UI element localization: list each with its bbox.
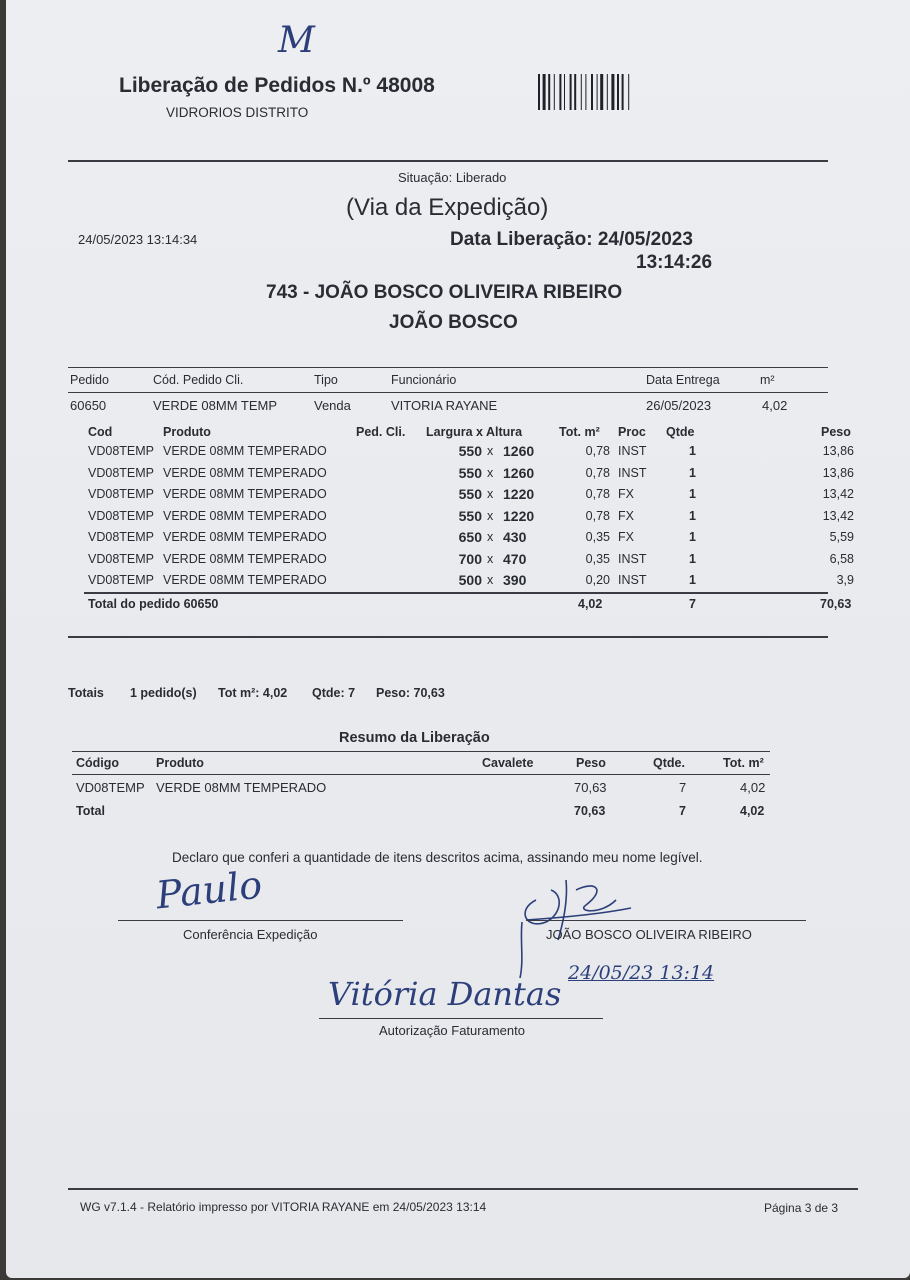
item-proc: FX: [618, 487, 634, 501]
col-cod-pedido-cli: Cód. Pedido Cli.: [153, 373, 244, 387]
item-produto: VERDE 08MM TEMPERADO: [163, 465, 327, 480]
item-tot: 0,78: [585, 508, 610, 523]
totals-pedidos: 1 pedido(s): [130, 686, 197, 700]
items-col-qtde: Qtde: [666, 425, 695, 439]
order-cod-cli: VERDE 08MM TEMP: [153, 398, 278, 413]
item-proc: INST: [618, 573, 647, 587]
item-produto: VERDE 08MM TEMPERADO: [163, 530, 327, 544]
item-proc: INST: [618, 444, 647, 458]
item-largura: 650: [458, 529, 482, 545]
summary-total-peso: 70,63: [574, 804, 606, 818]
item-altura: 1220: [503, 507, 535, 524]
summary-col-codigo: Código: [76, 756, 120, 770]
item-qtde: 1: [689, 444, 696, 458]
summary-total-label: Total: [76, 804, 105, 818]
item-produto: VERDE 08MM TEMPERADO: [163, 487, 327, 501]
summary-row-codigo: VD08TEMP: [76, 780, 145, 795]
item-cod: VD08TEMP: [88, 465, 154, 480]
barcode-bar: [628, 74, 629, 110]
item-produto: VERDE 08MM TEMPERADO: [163, 551, 327, 566]
order-section-end-rule: [68, 636, 828, 638]
item-largura: 550: [458, 464, 482, 481]
barcode-bar: [564, 74, 565, 110]
order-header-top-rule: [68, 367, 828, 368]
items-col-ped-cli: Ped. Cli.: [356, 425, 406, 439]
item-largura: 550: [458, 507, 482, 524]
totals-peso: Peso: 70,63: [376, 686, 445, 700]
items-col-cod: Cod: [88, 425, 113, 439]
footer-rule: [68, 1188, 858, 1190]
items-col-tot: Tot. m²: [559, 425, 600, 439]
item-proc: FX: [618, 530, 634, 544]
col-m2: m²: [760, 373, 775, 387]
item-peso: 13,42: [822, 508, 854, 523]
order-pedido: 60650: [70, 398, 107, 413]
release-date: Data Liberação: 24/05/2023: [450, 229, 693, 250]
item-x: x: [487, 530, 494, 544]
barcode-bar: [543, 74, 546, 110]
item-altura: 470: [503, 550, 527, 567]
summary-title: Resumo da Liberação: [339, 730, 490, 746]
autorizacao-label: Autorização Faturamento: [379, 1023, 525, 1038]
barcode-bar: [600, 74, 603, 110]
summary-row-peso: 70,63: [574, 780, 607, 795]
company-name: VIDRORIOS DISTRITO: [166, 105, 309, 120]
footer-page: Página 3 de 3: [764, 1201, 839, 1215]
item-altura: 1260: [503, 464, 535, 481]
item-x: x: [487, 444, 494, 458]
barcode-bar: [622, 74, 624, 110]
item-cod: VD08TEMP: [88, 444, 154, 458]
order-header-bottom-rule: [68, 392, 828, 393]
items-col-produto: Produto: [163, 425, 211, 439]
col-data-entrega: Data Entrega: [646, 373, 720, 387]
order-total-rule: [84, 592, 828, 594]
barcode: [536, 72, 676, 112]
item-tot: 0,78: [585, 444, 610, 458]
item-proc: INST: [618, 465, 647, 480]
totals-label: Totais: [68, 686, 104, 700]
order-total-label: Total do pedido 60650: [88, 597, 219, 611]
order-m2: 4,02: [762, 398, 788, 413]
item-proc: INST: [618, 551, 647, 566]
item-largura: 500: [458, 572, 482, 588]
item-largura: 550: [458, 443, 482, 459]
item-qtde: 1: [689, 573, 696, 587]
item-cod: VD08TEMP: [88, 551, 154, 566]
barcode-bar: [597, 74, 598, 110]
conferencia-signature: Paulo: [153, 862, 265, 918]
report-title: Liberação de Pedidos N.º 48008: [119, 74, 435, 97]
barcode-bar: [617, 74, 619, 110]
document-page: [6, 0, 910, 1278]
summary-header-rule: [72, 774, 770, 775]
barcode-bar: [570, 74, 572, 110]
items-col-peso: Peso: [821, 425, 851, 439]
order-total-qtde: 7: [689, 597, 696, 611]
barcode-bar: [585, 74, 586, 110]
item-tot: 0,35: [585, 530, 610, 544]
item-x: x: [487, 465, 494, 480]
via-label: (Via da Expedição): [346, 194, 549, 221]
barcode-bar: [607, 74, 608, 110]
col-tipo: Tipo: [314, 373, 338, 387]
client-sign-label: JOÃO BOSCO OLIVEIRA RIBEIRO: [546, 927, 752, 942]
item-peso: 6,58: [829, 551, 854, 566]
items-col-proc: Proc: [618, 425, 646, 439]
item-peso: 3,9: [836, 573, 854, 587]
print-datetime: 24/05/2023 13:14:34: [78, 232, 198, 247]
item-tot: 0,35: [585, 551, 610, 566]
summary-col-cavalete: Cavalete: [482, 756, 534, 770]
handwritten-mark: M: [278, 20, 315, 61]
item-cod: VD08TEMP: [88, 508, 154, 523]
declaration-text: Declaro que conferi a quantidade de itens descritos acima, assinando meu nome legível.: [172, 850, 703, 865]
item-qtde: 1: [689, 551, 696, 566]
item-x: x: [487, 487, 494, 501]
autorizacao-sign-line: [319, 1018, 603, 1019]
item-altura: 1260: [503, 443, 535, 459]
barcode-bar: [559, 74, 561, 110]
client-sign-date: 24/05/23 13:14: [568, 962, 715, 984]
barcode-bar: [554, 74, 555, 110]
conferencia-label: Conferência Expedição: [183, 927, 318, 942]
summary-total-qtde: 7: [679, 804, 686, 818]
col-pedido: Pedido: [70, 373, 109, 387]
client-name: 743 - JOÃO BOSCO OLIVEIRA RIBEIRO: [266, 282, 623, 303]
summary-row-qtde: 7: [679, 780, 687, 795]
order-total-peso: 70,63: [820, 597, 852, 611]
item-largura: 700: [458, 550, 482, 567]
status-label: Situação: Liberado: [398, 170, 507, 185]
item-produto: VERDE 08MM TEMPERADO: [163, 508, 327, 523]
barcode-bar: [581, 74, 582, 110]
summary-col-tot: Tot. m²: [723, 756, 764, 770]
totals-m2: Tot m²: 4,02: [218, 686, 288, 700]
order-total-m2: 4,02: [578, 597, 603, 611]
item-peso: 13,86: [822, 444, 854, 458]
summary-col-peso: Peso: [576, 756, 606, 770]
summary-top-rule: [72, 751, 770, 752]
item-largura: 550: [458, 486, 482, 502]
client-short-name: JOÃO BOSCO: [389, 312, 518, 333]
item-produto: VERDE 08MM TEMPERADO: [163, 444, 327, 458]
item-qtde: 1: [689, 530, 696, 544]
item-peso: 13,42: [822, 487, 854, 501]
header-rule: [68, 160, 828, 162]
item-altura: 1220: [503, 486, 535, 502]
barcode-bar: [611, 74, 614, 110]
barcode-bar: [548, 74, 550, 110]
release-time: 13:14:26: [636, 252, 713, 273]
item-produto: VERDE 08MM TEMPERADO: [163, 573, 327, 587]
item-qtde: 1: [689, 465, 696, 480]
item-altura: 430: [503, 529, 527, 545]
item-qtde: 1: [689, 508, 696, 523]
barcode-bar: [574, 74, 576, 110]
item-qtde: 1: [689, 487, 696, 501]
item-altura: 390: [503, 572, 527, 588]
item-x: x: [487, 573, 494, 587]
item-cod: VD08TEMP: [88, 530, 154, 544]
item-cod: VD08TEMP: [88, 573, 154, 587]
client-sign-line: [526, 920, 806, 921]
col-funcionario: Funcionário: [391, 373, 457, 387]
item-cod: VD08TEMP: [88, 487, 154, 501]
totals-qtde: Qtde: 7: [312, 686, 356, 700]
barcode-bar: [591, 74, 593, 110]
items-col-dims: Largura x Altura: [426, 425, 523, 439]
item-peso: 13,86: [822, 465, 854, 480]
order-funcionario: VITORIA RAYANE: [391, 398, 498, 413]
order-tipo: Venda: [314, 398, 351, 413]
footer-left: WG v7.1.4 - Relatório impresso por VITORIA RAYANE em 24/05/2023 13:14: [80, 1200, 487, 1214]
barcode-bar: [538, 74, 540, 110]
summary-row-tot: 4,02: [740, 780, 766, 795]
item-x: x: [487, 551, 494, 566]
item-peso: 5,59: [829, 530, 854, 544]
item-x: x: [487, 508, 494, 523]
summary-row-produto: VERDE 08MM TEMPERADO: [156, 780, 327, 795]
summary-col-produto: Produto: [156, 756, 204, 770]
summary-total-tot: 4,02: [740, 804, 765, 818]
autorizacao-signature: Vitória Dantas: [328, 975, 562, 1013]
item-proc: FX: [618, 508, 634, 523]
summary-col-qtde: Qtde.: [653, 756, 685, 770]
item-tot: 0,20: [585, 573, 610, 587]
conferencia-sign-line: [118, 920, 403, 921]
order-data-entrega: 26/05/2023: [646, 398, 712, 413]
item-tot: 0,78: [585, 465, 610, 480]
item-tot: 0,78: [585, 487, 610, 501]
